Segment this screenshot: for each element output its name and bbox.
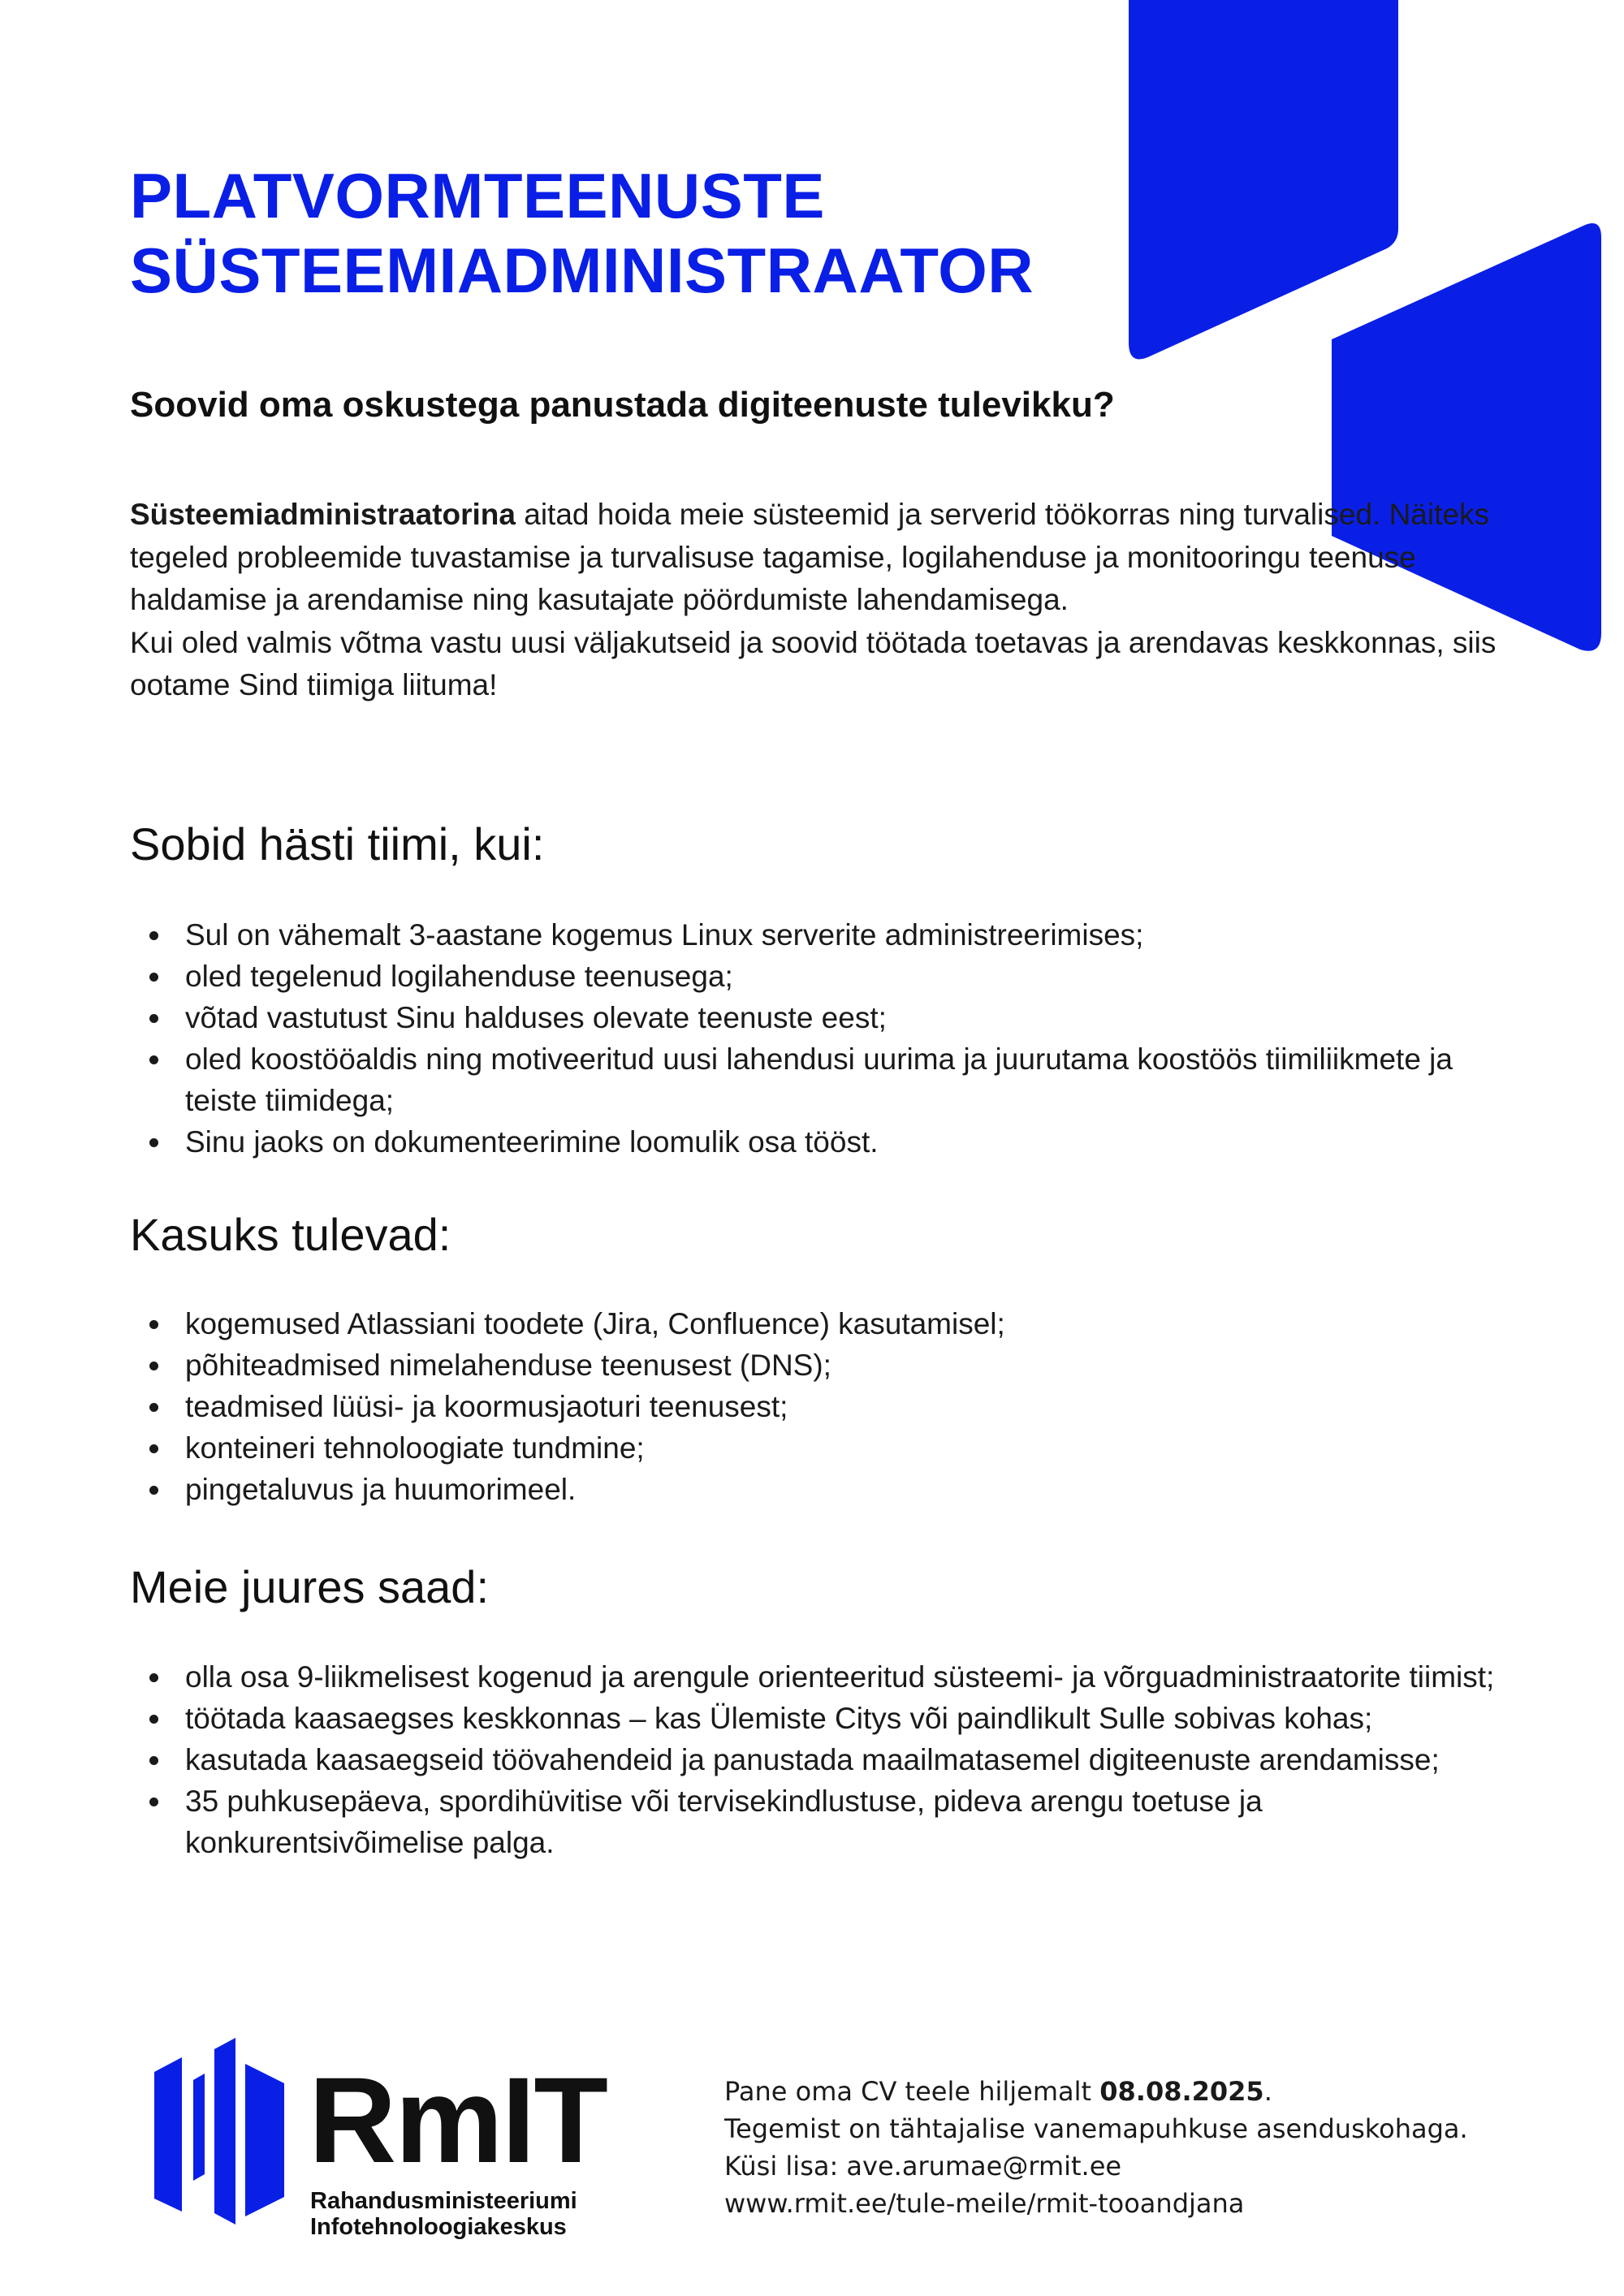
job-title [130, 158, 1145, 308]
list-item: pingetaluvus ja huumorimeel. [130, 1469, 1527, 1510]
intro-text [130, 494, 1527, 707]
advantages-list [130, 1303, 1527, 1510]
deadline-line [724, 2073, 1585, 2110]
position-note: Tegemist on tähtajalise vanemapuhkuse asenduskohaga. [724, 2113, 1468, 2144]
logo-subtitle-line-1: Rahandusministeeriumi [310, 2188, 577, 2214]
deadline-date: 08.08.2025 [1099, 2076, 1264, 2107]
logo-wordmark: RmIT [309, 2052, 607, 2188]
deadline-suffix: . [1263, 2076, 1272, 2107]
logo-subtitle [310, 2188, 577, 2240]
list-item: oled koostööaldis ning motiveeritud uusi lahendusi uurima ja juurutama koostöös tiimiliikmete ja teiste tiimidega; [130, 1038, 1527, 1121]
section-heading-advantages: Kasuks tulevad: [130, 1209, 451, 1260]
careers-link[interactable]: www.rmit.ee/tule-meile/rmit-tooandjana [724, 2188, 1245, 2219]
rmit-logo-icon [154, 2038, 284, 2225]
list-item: Sinu jaoks on dokumenteerimine loomulik osa tööst. [130, 1121, 1527, 1163]
list-item: oled tegelenud logilahenduse teenusega; [130, 956, 1527, 997]
section-heading-requirements: Sobid hästi tiimi, kui: [130, 818, 545, 870]
deco-shape-upper [1129, 0, 1398, 359]
job-title-line-1: PLATVORMTEENUSTE [130, 160, 825, 231]
list-item: põhiteadmised nimelahenduse teenusest (DNS); [130, 1344, 1527, 1386]
contact-info [724, 2073, 1585, 2222]
job-title-line-2: SÜSTEEMIADMINISTRAATOR [130, 235, 1034, 306]
section-heading-benefits: Meie juures saad: [130, 1561, 490, 1612]
contact-email[interactable]: Küsi lisa: ave.arumae@rmit.ee [724, 2151, 1122, 2182]
subtitle: Soovid oma oskustega panustada digiteenuste tulevikku? [130, 385, 1115, 425]
intro-paragraph-1 [130, 494, 1527, 622]
logo-subtitle-line-2: Infotehnoloogiakeskus [310, 2214, 567, 2240]
deadline-prefix: Pane oma CV teele hiljemalt [724, 2076, 1100, 2107]
intro-lead-bold: Süsteemiadministraatorina [130, 498, 516, 531]
list-item: kasutada kaasaegseid töövahendeid ja panustada maailmatasemel digiteenuste arendamisse; [130, 1739, 1527, 1780]
requirements-list [130, 914, 1527, 1163]
list-item: konteineri tehnoloogiate tundmine; [130, 1427, 1527, 1469]
list-item: olla osa 9-liikmelisest kogenud ja arengule orienteeritud süsteemi- ja võrguadministraatorite tiimist; [130, 1656, 1527, 1698]
intro-paragraph-2: Kui oled valmis võtma vastu uusi väljakutseid ja soovid töötada toetavas ja arendavas keskkonnas, siis ootame Sind tiimiga liituma! [130, 625, 1497, 701]
list-item: 35 puhkusepäeva, spordihüvitise või tervisekindlustuse, pideva arengu toetuse ja konkurentsivõimelise palga. [130, 1780, 1527, 1863]
list-item: kogemused Atlassiani toodete (Jira, Confluence) kasutamisel; [130, 1303, 1527, 1344]
list-item: Sul on vähemalt 3-aastane kogemus Linux serverite administreerimises; [130, 914, 1527, 956]
list-item: teadmised lüüsi- ja koormusjaoturi teenusest; [130, 1386, 1527, 1427]
benefits-list [130, 1656, 1527, 1863]
intro-lead-rest: aitad hoida meie süsteemid ja serverid töökorras ning turvalised. Näiteks tegeled probleemide tuvastamise ja turvalisuse tagamise, logilahenduse ja monitooringu teenuse haldamise ja arendamise ning kasutajate pöördumiste lahendamisega. [130, 498, 1489, 616]
list-item: töötada kaasaegses keskkonnas – kas Ülemiste Citys või paindlikult Sulle sobivas kohas; [130, 1698, 1527, 1739]
list-item: võtad vastutust Sinu halduses olevate teenuste eest; [130, 997, 1527, 1038]
